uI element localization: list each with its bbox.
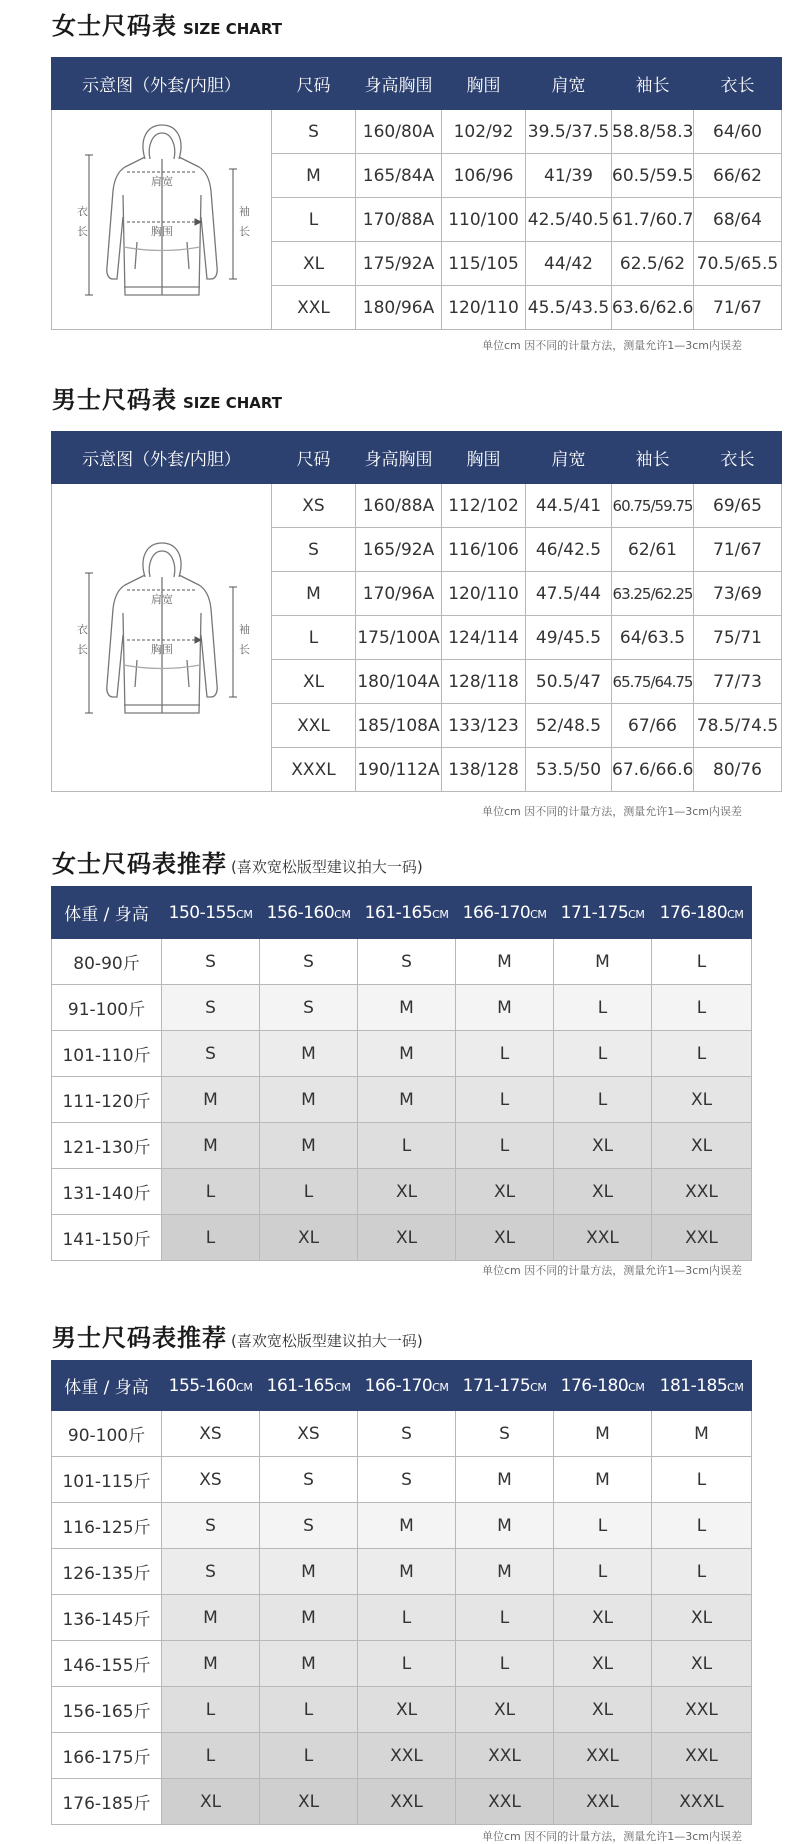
height-range: 171-175 [560,902,629,923]
size-cell: XL [554,1169,652,1215]
svg-text:长: 长 [238,643,250,656]
size-cell: L [162,1215,260,1261]
svg-text:袖: 袖 [238,205,250,218]
size-cell: S [162,939,260,985]
height-range: 161-165 [266,1375,335,1396]
table-cell: 41/39 [526,154,612,198]
men-rec-title [52,1318,423,1353]
size-cell: L [358,1595,456,1641]
table-cell: 67.6/66.6 [612,748,694,792]
height-range: 156-160 [266,902,335,923]
men-chart-title [52,380,282,415]
size-cell: L [554,1503,652,1549]
table-cell: 175/100A [356,616,442,660]
height-unit: CM [530,907,547,921]
corner-header: 体重 / 身高 [52,887,162,939]
size-cell: M [260,1077,358,1123]
size-cell: XL [260,1779,358,1825]
size-cell: L [456,1641,554,1687]
size-cell: L [162,1687,260,1733]
size-cell: XL [456,1169,554,1215]
table-cell: 71/67 [694,286,782,330]
table-cell: 60.5/59.5 [612,154,694,198]
height-unit: CM [628,1380,645,1394]
size-cell: S [162,985,260,1031]
size-cell: M [260,1031,358,1077]
men-recommendation-table [51,1360,752,1825]
size-cell: XXL [358,1733,456,1779]
height-unit: CM [236,1380,253,1394]
size-cell: XXXL [652,1779,752,1825]
height-unit: CM [727,1380,744,1394]
height-header [554,1361,652,1411]
size-cell: XXL [456,1779,554,1825]
table-row [52,1595,752,1641]
size-cell: M [652,1411,752,1457]
weight-cell: 166-175斤 [52,1733,162,1779]
size-cell: XS [162,1457,260,1503]
height-range: 166-170 [462,902,531,923]
size-cell: S [162,1503,260,1549]
table-row [52,1641,752,1687]
svg-text:长: 长 [238,225,250,238]
size-cell: M [260,1595,358,1641]
size-cell: XXL [456,1733,554,1779]
size-cell: XL [652,1641,752,1687]
men-chart-title-text: 男士尺码表 [52,386,177,414]
table-cell: 63.25/62.25 [612,572,694,616]
table-cell: 47.5/44 [526,572,612,616]
column-header: 身高胸围 [356,432,442,484]
table-cell: 73/69 [694,572,782,616]
header-row [52,432,782,484]
table-cell: S [272,528,356,572]
table-cell: 64/63.5 [612,616,694,660]
table-cell: 75/71 [694,616,782,660]
table-cell: 67/66 [612,704,694,748]
men-chart-subtitle: SIZE CHART [183,394,283,412]
size-cell: XS [260,1411,358,1457]
height-range: 171-175 [462,1375,531,1396]
table-cell: 170/88A [356,198,442,242]
size-cell: M [260,1123,358,1169]
height-range: 161-165 [364,902,433,923]
size-cell: L [260,1733,358,1779]
table-cell: 190/112A [356,748,442,792]
table-cell: XL [272,660,356,704]
size-cell: XL [554,1595,652,1641]
women-rec-title [52,844,423,879]
table-cell: 124/114 [442,616,526,660]
height-header [554,887,652,939]
weight-cell: 80-90斤 [52,939,162,985]
table-row [52,1687,752,1733]
size-cell: M [260,1641,358,1687]
svg-text:衣: 衣 [76,205,88,218]
header-row [52,58,782,110]
weight-cell: 101-115斤 [52,1457,162,1503]
size-cell: XL [260,1215,358,1261]
size-cell: S [358,939,456,985]
size-cell: M [260,1549,358,1595]
column-header: 胸围 [442,58,526,110]
size-cell: M [554,1457,652,1503]
size-cell: XXL [652,1215,752,1261]
table-cell: 175/92A [356,242,442,286]
column-header: 示意图（外套/内胆） [52,432,272,484]
table-cell: 180/96A [356,286,442,330]
jacket-illustration [52,110,272,330]
size-cell: L [652,1503,752,1549]
height-header [652,1361,752,1411]
size-cell: XXL [652,1169,752,1215]
women-recommendation-table [51,886,752,1261]
table-cell: 71/67 [694,528,782,572]
size-cell: L [652,1457,752,1503]
table-row [52,1031,752,1077]
weight-cell: 90-100斤 [52,1411,162,1457]
women-rec-title-text: 女士尺码表推荐 [52,850,227,878]
size-cell: M [358,1077,456,1123]
column-header: 衣长 [694,58,782,110]
table-row [52,1123,752,1169]
header-row [52,887,752,939]
table-cell: 180/104A [356,660,442,704]
size-cell: XXL [554,1215,652,1261]
size-cell: XL [358,1215,456,1261]
table-cell: 46/42.5 [526,528,612,572]
column-header: 袖长 [612,58,694,110]
size-cell: XL [554,1123,652,1169]
height-range: 176-180 [659,902,728,923]
height-header [162,887,260,939]
table-row [52,985,752,1031]
table-cell: 61.7/60.7 [612,198,694,242]
size-cell: XXL [554,1779,652,1825]
svg-text:胸围: 胸围 [150,643,173,656]
weight-cell: 156-165斤 [52,1687,162,1733]
table-cell: 128/118 [442,660,526,704]
size-cell: XL [554,1641,652,1687]
size-cell: L [652,985,752,1031]
size-cell: XL [554,1687,652,1733]
size-cell: XL [358,1687,456,1733]
table-cell: 44/42 [526,242,612,286]
table-cell: 45.5/43.5 [526,286,612,330]
women-chart-subtitle: SIZE CHART [183,20,283,38]
table-cell: 58.8/58.3 [612,110,694,154]
weight-cell: 146-155斤 [52,1641,162,1687]
jacket-diagram-icon [67,535,257,735]
height-unit: CM [432,1380,449,1394]
height-unit: CM [236,907,253,921]
height-range: 166-170 [364,1375,433,1396]
size-cell: M [456,1457,554,1503]
height-header [652,887,752,939]
column-header: 示意图（外套/内胆） [52,58,272,110]
size-cell: XL [358,1169,456,1215]
men-rec-note: 单位cm 因不同的计量方法，测量允许1—3cm内误差 [481,1830,742,1843]
size-cell: S [162,1549,260,1595]
height-unit: CM [727,907,744,921]
table-cell: 185/108A [356,704,442,748]
table-cell: 62/61 [612,528,694,572]
size-cell: L [554,985,652,1031]
table-cell: M [272,572,356,616]
size-cell: XL [652,1077,752,1123]
size-cell: XXL [358,1779,456,1825]
size-cell: L [260,1687,358,1733]
size-cell: L [456,1595,554,1641]
size-cell: S [456,1411,554,1457]
size-cell: L [162,1733,260,1779]
table-cell: 77/73 [694,660,782,704]
weight-cell: 176-185斤 [52,1779,162,1825]
table-cell: 60.75/59.75 [612,484,694,528]
weight-cell: 136-145斤 [52,1595,162,1641]
table-cell: 165/92A [356,528,442,572]
size-cell: XS [162,1411,260,1457]
size-cell: XXL [652,1687,752,1733]
size-cell: S [260,939,358,985]
weight-cell: 126-135斤 [52,1549,162,1595]
height-unit: CM [334,907,351,921]
height-header [260,887,358,939]
table-cell: 65.75/64.75 [612,660,694,704]
size-cell: S [260,985,358,1031]
size-cell: L [554,1549,652,1595]
size-cell: S [260,1503,358,1549]
table-cell: S [272,110,356,154]
table-cell: 64/60 [694,110,782,154]
women-rec-subtitle: (喜欢宽松版型建议拍大一码) [231,858,423,876]
height-header [260,1361,358,1411]
size-cell: S [260,1457,358,1503]
table-cell: XXL [272,704,356,748]
height-range: 176-180 [560,1375,629,1396]
size-cell: L [358,1123,456,1169]
svg-text:袖: 袖 [238,623,250,636]
table-cell: 78.5/74.5 [694,704,782,748]
height-unit: CM [530,1380,547,1394]
table-cell: L [272,616,356,660]
table-cell: 170/96A [356,572,442,616]
table-cell: XL [272,242,356,286]
size-cell: L [652,939,752,985]
size-cell: XL [652,1123,752,1169]
svg-text:肩宽: 肩宽 [150,593,173,606]
table-row [52,1077,752,1123]
size-cell: M [358,985,456,1031]
size-cell: XXL [652,1733,752,1779]
women-chart-title [52,6,282,41]
table-cell: 39.5/37.5 [526,110,612,154]
size-cell: S [358,1411,456,1457]
size-cell: XL [456,1215,554,1261]
table-row [52,1169,752,1215]
table-cell: 62.5/62 [612,242,694,286]
table-row [52,939,752,985]
men-chart-note: 单位cm 因不同的计量方法，测量允许1—3cm内误差 [481,805,742,818]
size-cell: XL [652,1595,752,1641]
size-cell: M [162,1123,260,1169]
table-row [52,1411,752,1457]
column-header: 肩宽 [526,58,612,110]
table-row [52,1457,752,1503]
height-header [456,1361,554,1411]
size-cell: M [456,1503,554,1549]
size-cell: S [162,1031,260,1077]
size-cell: M [162,1077,260,1123]
size-cell: L [554,1077,652,1123]
size-cell: L [260,1169,358,1215]
size-cell: M [358,1031,456,1077]
size-cell: L [456,1123,554,1169]
size-cell: XXL [554,1733,652,1779]
svg-text:衣: 衣 [76,623,88,636]
column-header: 胸围 [442,432,526,484]
size-cell: L [456,1031,554,1077]
table-cell: XXXL [272,748,356,792]
table-row [52,484,782,528]
weight-cell: 91-100斤 [52,985,162,1031]
table-cell: 66/62 [694,154,782,198]
height-header [456,887,554,939]
size-cell: M [456,939,554,985]
height-header [358,887,456,939]
table-cell: 63.6/62.6 [612,286,694,330]
table-cell: 160/80A [356,110,442,154]
table-cell: 68/64 [694,198,782,242]
table-row [52,1503,752,1549]
table-cell: M [272,154,356,198]
table-cell: 53.5/50 [526,748,612,792]
size-cell: L [162,1169,260,1215]
size-cell: M [358,1549,456,1595]
weight-cell: 116-125斤 [52,1503,162,1549]
size-cell: M [358,1503,456,1549]
column-header: 身高胸围 [356,58,442,110]
table-cell: XXL [272,286,356,330]
height-header [358,1361,456,1411]
height-header [162,1361,260,1411]
height-range: 150-155 [168,902,237,923]
table-cell: 133/123 [442,704,526,748]
column-header: 衣长 [694,432,782,484]
size-cell: L [554,1031,652,1077]
table-cell: L [272,198,356,242]
men-size-table [51,431,782,792]
table-cell: 49/45.5 [526,616,612,660]
height-unit: CM [432,907,449,921]
table-row [52,1549,752,1595]
table-cell: 110/100 [442,198,526,242]
size-cell: M [456,1549,554,1595]
table-row [52,110,782,154]
height-range: 155-160 [168,1375,237,1396]
jacket-illustration [52,484,272,792]
column-header: 袖长 [612,432,694,484]
table-cell: 102/92 [442,110,526,154]
svg-text:长: 长 [76,225,88,238]
women-chart-title-text: 女士尺码表 [52,12,177,40]
table-row [52,1779,752,1825]
women-rec-note: 单位cm 因不同的计量方法，测量允许1—3cm内误差 [481,1264,742,1277]
table-cell: 50.5/47 [526,660,612,704]
size-cell: XL [456,1687,554,1733]
table-cell: XS [272,484,356,528]
size-cell: M [554,1411,652,1457]
weight-cell: 101-110斤 [52,1031,162,1077]
table-cell: 44.5/41 [526,484,612,528]
weight-cell: 141-150斤 [52,1215,162,1261]
size-cell: M [162,1641,260,1687]
size-cell: L [456,1077,554,1123]
weight-cell: 111-120斤 [52,1077,162,1123]
size-cell: XL [162,1779,260,1825]
column-header: 尺码 [272,432,356,484]
weight-cell: 121-130斤 [52,1123,162,1169]
height-range: 181-185 [659,1375,728,1396]
table-cell: 112/102 [442,484,526,528]
men-rec-title-text: 男士尺码表推荐 [52,1324,227,1352]
size-cell: M [456,985,554,1031]
column-header: 尺码 [272,58,356,110]
table-row [52,1733,752,1779]
height-unit: CM [628,907,645,921]
svg-text:长: 长 [76,643,88,656]
corner-header: 体重 / 身高 [52,1361,162,1411]
svg-text:胸围: 胸围 [150,225,173,238]
size-cell: L [358,1641,456,1687]
table-row [52,1215,752,1261]
table-cell: 165/84A [356,154,442,198]
table-cell: 115/105 [442,242,526,286]
table-cell: 52/48.5 [526,704,612,748]
size-cell: L [652,1031,752,1077]
size-cell: M [554,939,652,985]
table-cell: 69/65 [694,484,782,528]
table-cell: 120/110 [442,572,526,616]
jacket-diagram-icon [67,117,257,317]
table-cell: 42.5/40.5 [526,198,612,242]
table-cell: 116/106 [442,528,526,572]
table-cell: 120/110 [442,286,526,330]
table-cell: 70.5/65.5 [694,242,782,286]
weight-cell: 131-140斤 [52,1169,162,1215]
size-cell: L [652,1549,752,1595]
table-cell: 106/96 [442,154,526,198]
table-cell: 80/76 [694,748,782,792]
height-unit: CM [334,1380,351,1394]
table-cell: 160/88A [356,484,442,528]
women-size-table [51,57,782,330]
table-cell: 138/128 [442,748,526,792]
men-rec-subtitle: (喜欢宽松版型建议拍大一码) [231,1332,423,1350]
size-cell: M [162,1595,260,1641]
column-header: 肩宽 [526,432,612,484]
size-cell: S [358,1457,456,1503]
svg-text:肩宽: 肩宽 [150,175,173,188]
women-chart-note: 单位cm 因不同的计量方法，测量允许1—3cm内误差 [481,339,742,352]
header-row [52,1361,752,1411]
